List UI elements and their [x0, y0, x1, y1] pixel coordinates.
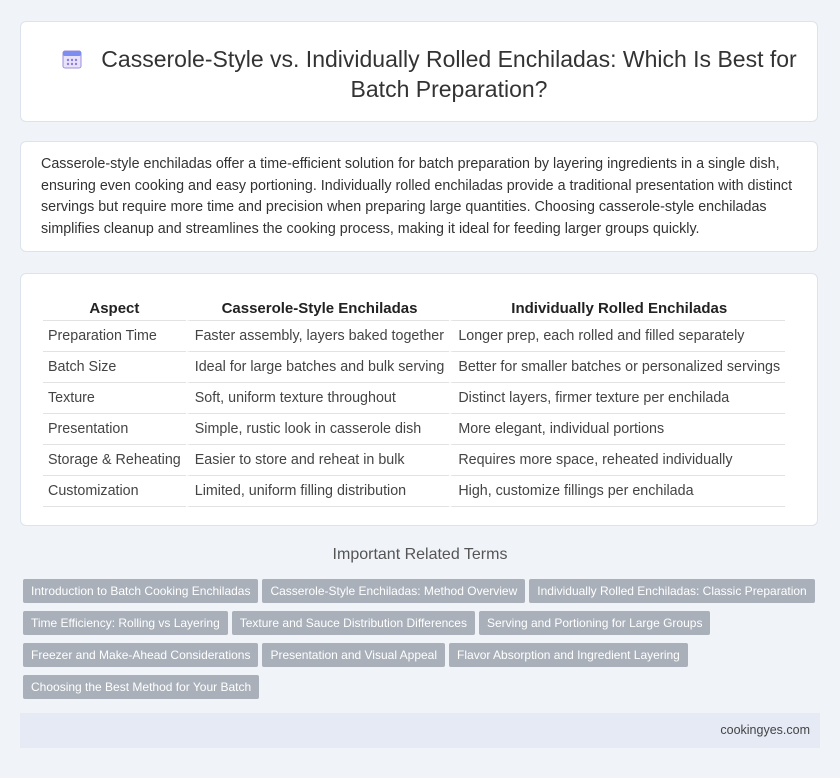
table-row	[43, 414, 785, 445]
tag-row	[23, 579, 823, 611]
table-cell: Presentation	[43, 414, 186, 445]
tag-row	[23, 611, 823, 643]
related-term-tag[interactable]: Freezer and Make-Ahead Considerations	[23, 643, 258, 667]
table-cell: Better for smaller batches or personalized servings	[449, 352, 785, 383]
related-terms-heading: Important Related Terms	[332, 546, 508, 563]
table-row	[43, 383, 785, 414]
related-term-tag[interactable]: Time Efficiency: Rolling vs Layering	[23, 611, 228, 635]
related-term-tag[interactable]: Presentation and Visual Appeal	[262, 643, 445, 667]
table-cell: Batch Size	[43, 352, 186, 383]
related-term-tag[interactable]: Individually Rolled Enchiladas: Classic Preparation	[529, 579, 814, 603]
column-header: Casserole-Style Enchiladas	[186, 296, 450, 321]
related-term-tag[interactable]: Choosing the Best Method for Your Batch	[23, 675, 259, 699]
table-cell: Simple, rustic look in casserole dish	[186, 414, 450, 445]
tag-row	[23, 643, 823, 675]
table-row	[43, 321, 785, 352]
table-row	[43, 476, 785, 507]
table-cell: High, customize fillings per enchilada	[449, 476, 785, 507]
table-header-row	[43, 296, 785, 321]
table-cell: Distinct layers, firmer texture per enchilada	[449, 383, 785, 414]
footer-site-link[interactable]: cookingyes.com	[720, 723, 810, 737]
footer	[20, 713, 820, 748]
title-card	[20, 21, 818, 122]
comparison-card	[20, 273, 818, 526]
column-header: Individually Rolled Enchiladas	[449, 296, 785, 321]
table-cell: Limited, uniform filling distribution	[186, 476, 450, 507]
related-term-tag[interactable]: Flavor Absorption and Ingredient Layering	[449, 643, 688, 667]
related-term-tag[interactable]: Texture and Sauce Distribution Differences	[232, 611, 475, 635]
related-term-tag[interactable]: Introduction to Batch Cooking Enchiladas	[23, 579, 258, 603]
table-cell: Storage & Reheating	[43, 445, 186, 476]
summary-card	[20, 141, 818, 252]
tag-row	[23, 675, 823, 707]
table-cell: More elegant, individual portions	[449, 414, 785, 445]
table-cell: Longer prep, each rolled and filled separately	[449, 321, 785, 352]
related-terms-list	[23, 579, 823, 707]
table-cell: Ideal for large batches and bulk serving	[186, 352, 450, 383]
table-row	[43, 352, 785, 383]
page-title: Casserole-Style vs. Individually Rolled Enchiladas: Which Is Best for Batch Preparation?	[101, 46, 797, 102]
table-cell: Requires more space, reheated individually	[449, 445, 785, 476]
related-term-tag[interactable]: Casserole-Style Enchiladas: Method Overview	[262, 579, 525, 603]
table-cell: Customization	[43, 476, 186, 507]
comparison-table	[43, 296, 785, 507]
table-row	[43, 445, 785, 476]
summary-text: Casserole-style enchiladas offer a time-efficient solution for batch preparation by layering ingredients in a single dish, ensuring even cooking and easy portioning. Individually rolled enchiladas provide a traditional presentation with distinct servings but require more time and precision when preparing large quantities. Choosing casserole-style enchiladas simplifies cleanup and streamlines the cooking process, making it ideal for feeding larger groups quickly.	[41, 156, 793, 237]
table-cell: Easier to store and reheat in bulk	[186, 445, 450, 476]
table-cell: Preparation Time	[43, 321, 186, 352]
column-header: Aspect	[43, 296, 186, 321]
table-cell: Soft, uniform texture throughout	[186, 383, 450, 414]
related-term-tag[interactable]: Serving and Portioning for Large Groups	[479, 611, 710, 635]
table-cell: Faster assembly, layers baked together	[186, 321, 450, 352]
table-cell: Texture	[43, 383, 186, 414]
